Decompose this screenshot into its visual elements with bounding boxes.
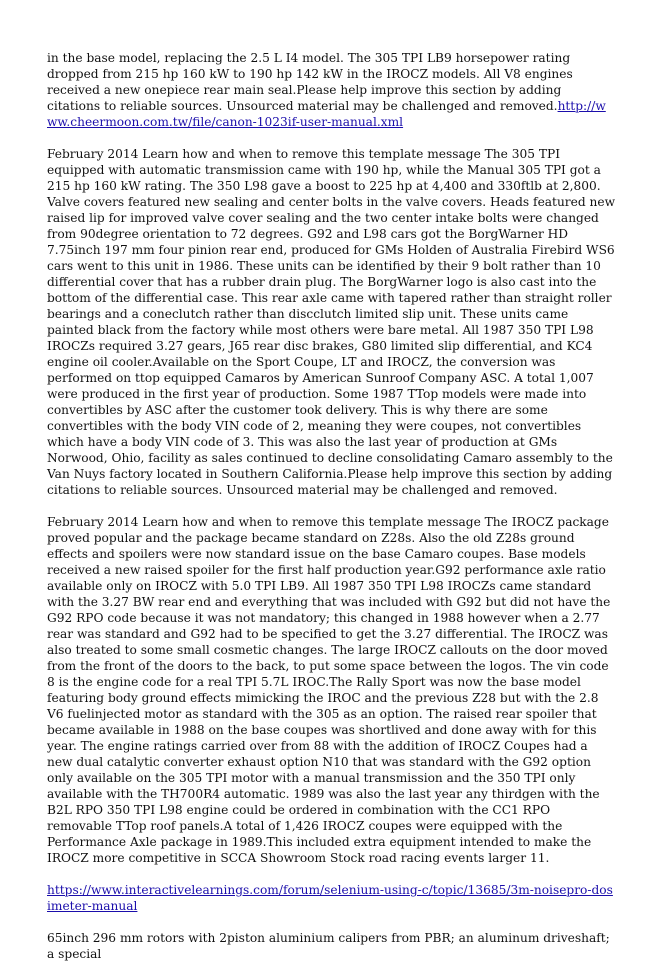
paragraph-3: February 2014 Learn how and when to remove this template message The IROCZ package proved popular and the package became standard on Z28s. Also the old Z28s ground effects and spoilers were now standard issue on the base Camaro coupes. Base models received a new raised spoiler for the first half production year.G92 performance axle ratio available only on IROCZ with 5.0 TPI LB9. All 1987 350 TPI L98 IROCZs came standard with the 3.27 BW rear end and everything that was included with G92 but did not have the G92 RPO code because it was not mandatory; this changed in 1988 however when a 2.77 rear was standard and G92 had to be specified to get the 3.27 differential. The IROCZ was also treated to some small cosmetic changes. The large IROCZ callouts on the door moved from the front of the doors to the back, to put some space between the logos. The vin code 8 is the engine code for a real TPI 5.7L IROC.The Rally Sport was now the base model featuring body ground effects mimicking the IROC and the previous Z28 but with the 2.8 V6 fuelinjected motor as standard with the 305 as an option. The raised rear spoiler that became available in 1988 on the base coupes was shortlived and done away with for this year. The engine ratings carried over from 88 with the addition of IROCZ Coupes had a new dual catalytic converter exhaust option N10 that was standard with the G92 option only available on the 305 TPI motor with a manual transmission and the 350 TPI only available with the TH700R4 automatic. 1989 was also the last year any thirdgen with the B2L RPO 350 TPI L98 engine could be ordered in combination with the CC1 RPO removable TTop roof panels.A total of 1,426 IROCZ coupes were equipped with the Performance Axle package in 1989.This included extra equipment intended to make the IROCZ more competitive in SCCA Showroom Stock road racing events larger 11.: [47, 515, 611, 865]
link-paragraph: [47, 882, 615, 914]
document-body: [47, 50, 615, 978]
paragraph-1-link[interactable]: http://www.cheermoon.com.tw/file/canon-1023if-user-manual.xml: [47, 99, 606, 129]
paragraph-5: 65inch 296 mm rotors with 2piston aluminium calipers from PBR; an aluminum driveshaft; a special: [47, 931, 610, 961]
interactivelearnings-link[interactable]: https://www.interactivelearnings.com/forum/selenium-using-c/topic/13685/3m-noisepro-dosimeter-manual: [47, 883, 613, 913]
paragraph-2: February 2014 Learn how and when to remove this template message The 305 TPI equipped with automatic transmission came with 190 hp, while the Manual 305 TPI got a 215 hp 160 kW rating. The 350 L98 gave a boost to 225 hp at 4,400 and 330ftlb at 2,800. Valve covers featured new sealing and center bolts in the valve covers. Heads featured new raised lip for improved valve cover sealing and the two center intake bolts were changed from 90degree orientation to 72 degrees. G92 and L98 cars got the BorgWarner HD 7.75inch 197 mm four pinion rear end, produced for GMs Holden of Australia Firebird WS6 cars went to this unit in 1986. These units can be identified by their 9 bolt rather than 10 differential cover that has a rubber drain plug. The BorgWarner logo is also cast into the bottom of the differential case. This rear axle came with tapered rather than straight roller bearings and a coneclutch rather than discclutch limited slip unit. These units came painted black from the factory while most others were bare metal. All 1987 350 TPI L98 IROCZs required 3.27 gears, J65 rear disc brakes, G80 limited slip differential, and KC4 engine oil cooler.Available on the Sport Coupe, LT and IROCZ, the conversion was performed on ttop equipped Camaros by American Sunroof Company ASC. A total 1,007 were produced in the first year of production. Some 1987 TTop models were made into convertibles by ASC after the customer took delivery. This is why there are some convertibles with the body VIN code of 2, meaning they were coupes, not convertibles which have a body VIN code of 3. This was also the last year of production at GMs Norwood, Ohio, facility as sales continued to decline consolidating Camaro assembly to the Van Nuys factory located in Southern California.Please help improve this section by adding citations to reliable sources. Unsourced material may be challenged and removed.: [47, 147, 616, 497]
paragraph-1-text: in the base model, replacing the 2.5 L I4 model. The 305 TPI LB9 horsepower rating dropped from 215 hp 160 kW to 190 hp 142 kW in the IROCZ models. All V8 engines received a new onepiece rear main seal.Please help improve this section by adding citations to reliable sources. Unsourced material may be challenged and removed.: [47, 51, 573, 113]
paragraph-1: [47, 50, 615, 130]
